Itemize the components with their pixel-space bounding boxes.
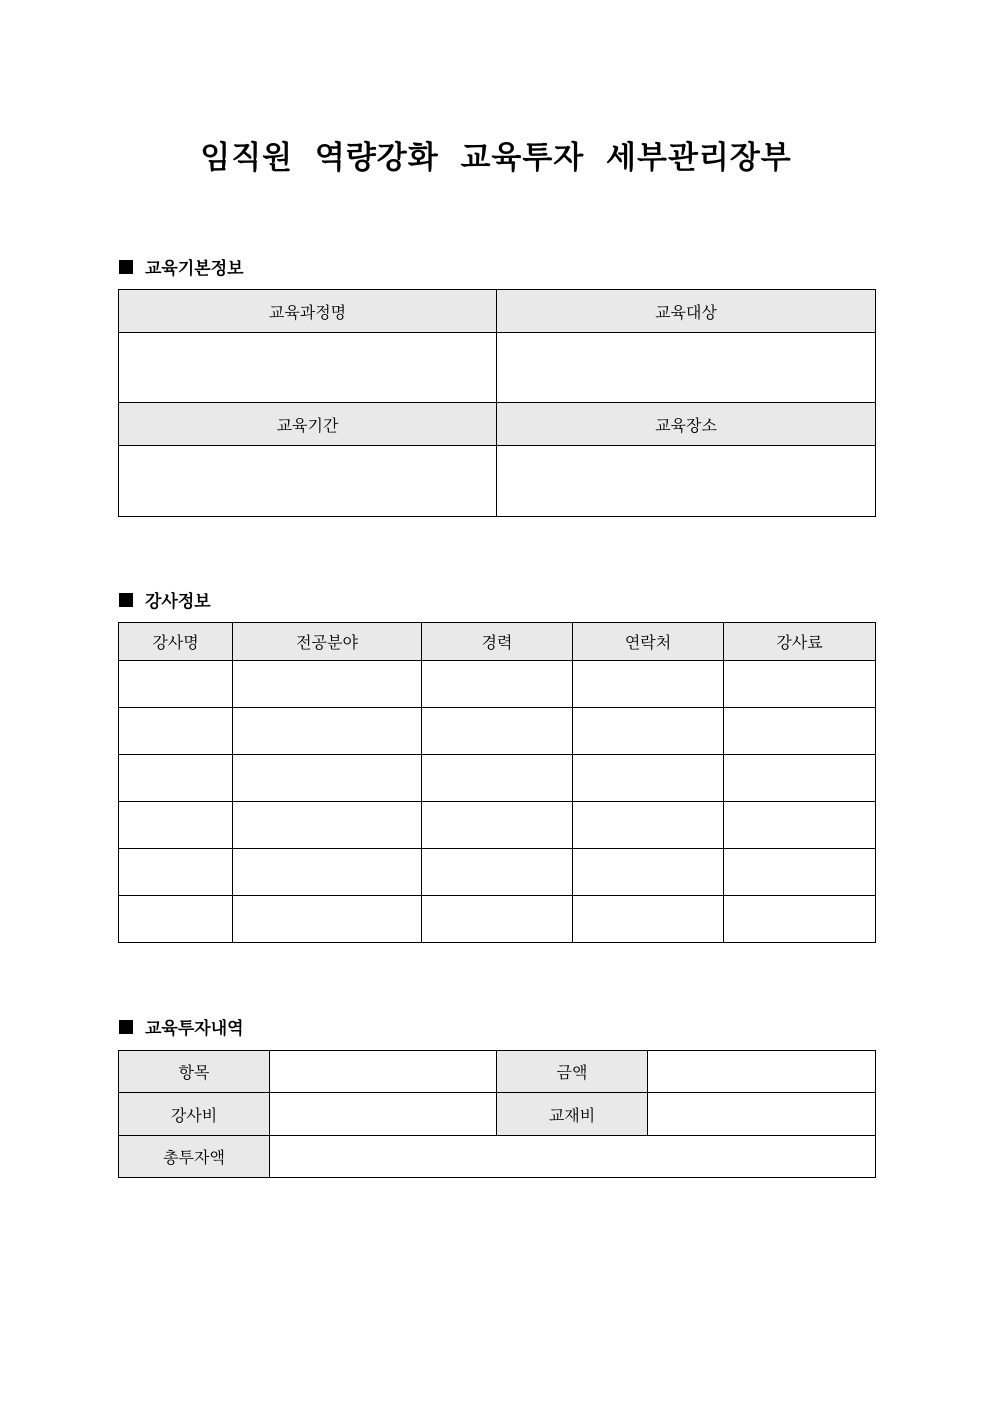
material-fee-field[interactable]: [648, 1093, 876, 1136]
table-row: [119, 755, 876, 802]
fee-cell[interactable]: [724, 896, 876, 943]
career-cell[interactable]: [422, 802, 573, 849]
target-field[interactable]: [497, 333, 876, 403]
career-cell[interactable]: [422, 661, 573, 708]
table-row: [119, 708, 876, 755]
column-header-contact: 연락처: [573, 623, 724, 661]
table-row: [119, 896, 876, 943]
major-cell[interactable]: [233, 708, 422, 755]
career-cell[interactable]: [422, 896, 573, 943]
table-row: [119, 802, 876, 849]
career-cell[interactable]: [422, 849, 573, 896]
period-field[interactable]: [119, 446, 497, 517]
contact-cell[interactable]: [573, 661, 724, 708]
major-cell[interactable]: [233, 755, 422, 802]
item-field[interactable]: [270, 1051, 497, 1093]
instructor-name-cell[interactable]: [119, 802, 233, 849]
instructor-fee-field[interactable]: [270, 1093, 497, 1136]
instructor-table: [118, 622, 876, 943]
section-heading-label: 교육투자내역: [145, 1019, 244, 1039]
square-bullet-icon: [119, 1020, 133, 1034]
square-bullet-icon: [119, 593, 133, 607]
contact-cell[interactable]: [573, 802, 724, 849]
column-header-career: 경력: [422, 623, 573, 661]
total-investment-label: 총투자액: [119, 1136, 270, 1178]
contact-cell[interactable]: [573, 849, 724, 896]
contact-cell[interactable]: [573, 708, 724, 755]
item-label: 항목: [119, 1051, 270, 1093]
target-label: 교육대상: [497, 290, 876, 333]
course-name-field[interactable]: [119, 333, 497, 403]
fee-cell[interactable]: [724, 661, 876, 708]
career-cell[interactable]: [422, 755, 573, 802]
major-cell[interactable]: [233, 802, 422, 849]
instructor-name-cell[interactable]: [119, 849, 233, 896]
column-header-fee: 강사료: [724, 623, 876, 661]
amount-label: 금액: [497, 1051, 648, 1093]
major-cell[interactable]: [233, 896, 422, 943]
instructor-name-cell[interactable]: [119, 755, 233, 802]
column-header-major: 전공분야: [233, 623, 422, 661]
table-row: [119, 849, 876, 896]
table-row: [119, 661, 876, 708]
section-heading-label: 교육기본정보: [145, 259, 244, 279]
course-name-label: 교육과정명: [119, 290, 497, 333]
major-cell[interactable]: [233, 661, 422, 708]
period-label: 교육기간: [119, 403, 497, 446]
instructor-name-cell[interactable]: [119, 896, 233, 943]
contact-cell[interactable]: [573, 755, 724, 802]
fee-cell[interactable]: [724, 755, 876, 802]
contact-cell[interactable]: [573, 896, 724, 943]
instructor-name-cell[interactable]: [119, 661, 233, 708]
career-cell[interactable]: [422, 708, 573, 755]
material-fee-label: 교재비: [497, 1093, 648, 1136]
location-label: 교육장소: [497, 403, 876, 446]
instructor-fee-label: 강사비: [119, 1093, 270, 1136]
major-cell[interactable]: [233, 849, 422, 896]
square-bullet-icon: [119, 260, 133, 274]
amount-field[interactable]: [648, 1051, 876, 1093]
section-heading-investment: [119, 1014, 244, 1039]
basic-info-table: [118, 289, 876, 517]
fee-cell[interactable]: [724, 849, 876, 896]
investment-table: [118, 1050, 876, 1178]
fee-cell[interactable]: [724, 708, 876, 755]
total-investment-field[interactable]: [270, 1136, 876, 1178]
section-heading-label: 강사정보: [145, 592, 211, 612]
instructor-name-cell[interactable]: [119, 708, 233, 755]
document-title: 임직원 역량강화 교육투자 세부관리장부: [200, 140, 792, 176]
section-heading-basic-info: [119, 254, 244, 279]
fee-cell[interactable]: [724, 802, 876, 849]
location-field[interactable]: [497, 446, 876, 517]
section-heading-instructor-info: [119, 587, 211, 612]
column-header-instructor-name: 강사명: [119, 623, 233, 661]
